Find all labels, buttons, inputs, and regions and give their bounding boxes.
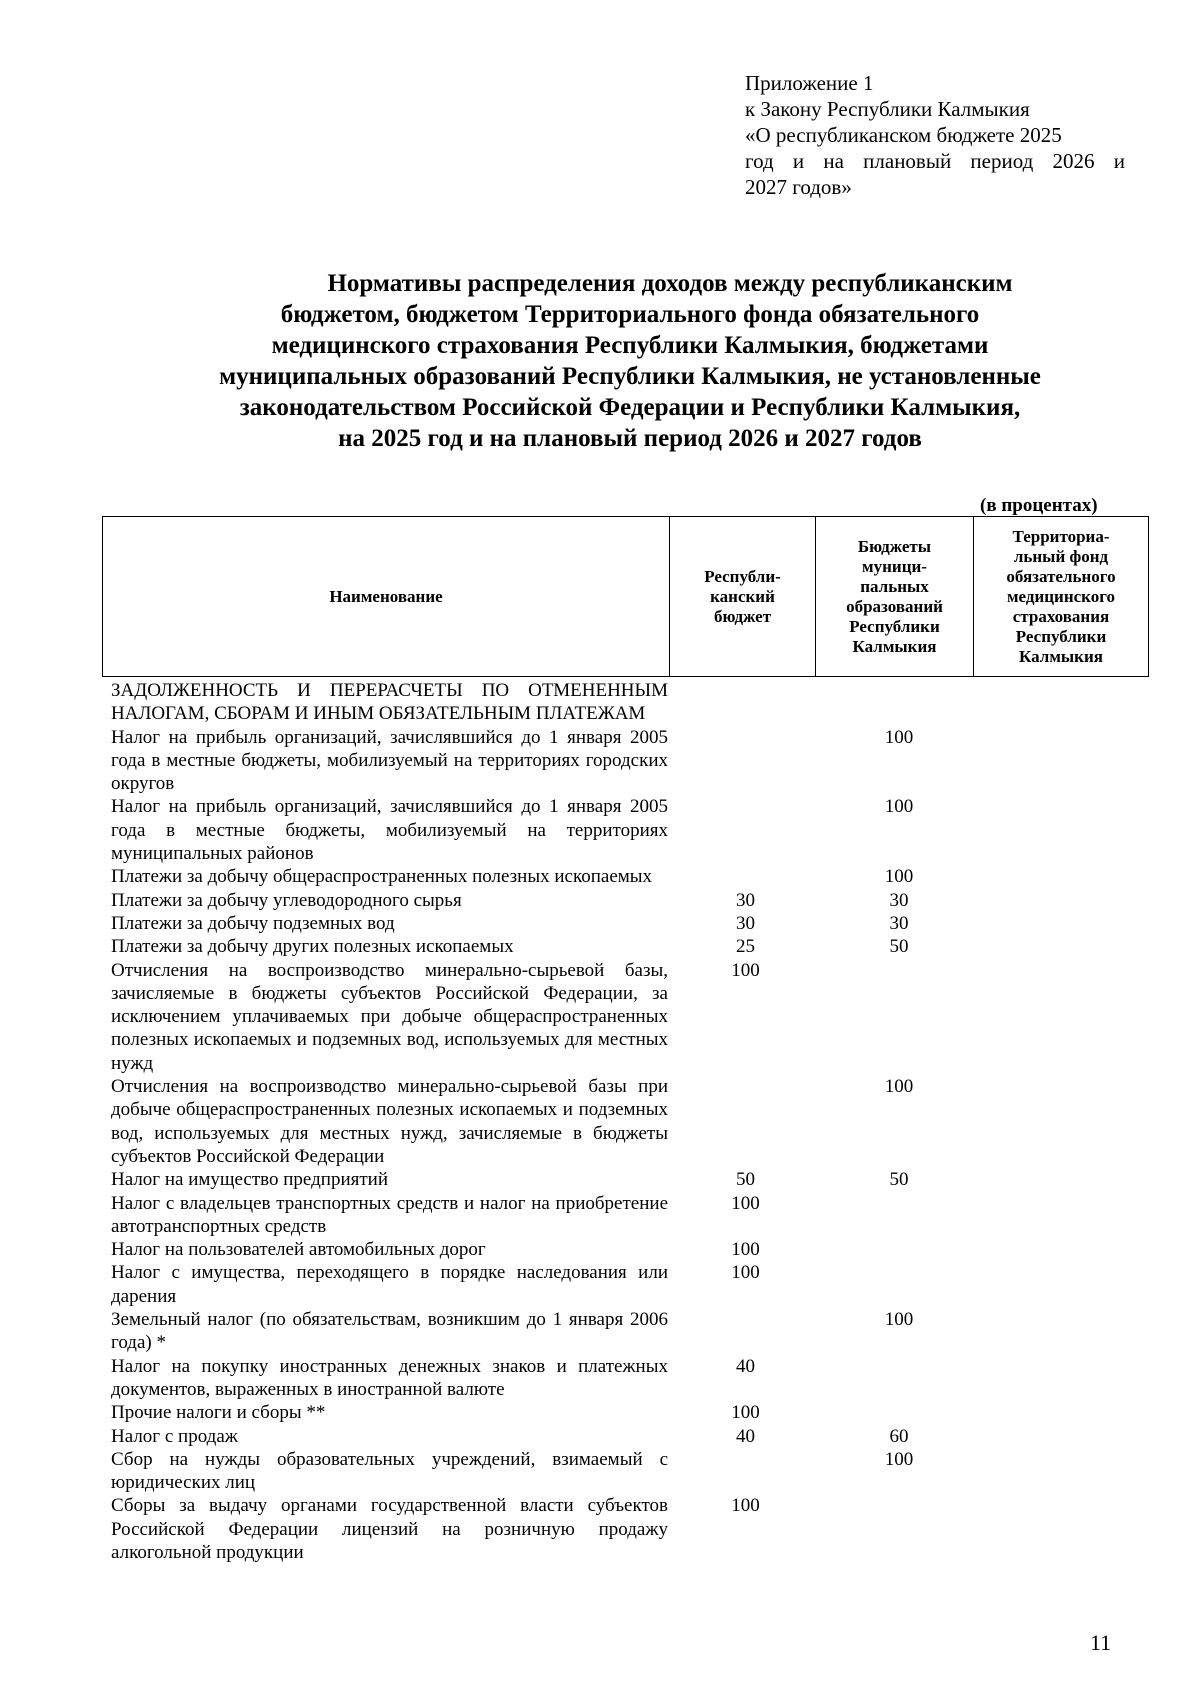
cell-fund (975, 726, 1151, 796)
cell-municipal (823, 1355, 975, 1402)
document-title (150, 268, 1110, 454)
table-row (111, 1401, 1151, 1424)
cell-republican (668, 1075, 823, 1168)
table-row (111, 1238, 1151, 1261)
cell-municipal: 100 (884, 796, 914, 818)
cell-republican (668, 1308, 823, 1355)
cell-municipal: 100 (884, 1448, 914, 1470)
row-name: Прочие налоги и сборы ** (111, 1402, 326, 1424)
cell-fund (975, 1308, 1151, 1355)
table-row (111, 889, 1151, 912)
header-republican: Республи- канский бюджет (670, 517, 816, 677)
table-row (111, 1494, 1151, 1564)
cell-municipal: 100 (884, 866, 914, 888)
table-row (111, 1355, 1151, 1402)
cell-fund (975, 1448, 1151, 1495)
cell-municipal: 50 (889, 936, 909, 958)
title-line: законодательством Российской Федерации и Республики Калмыкия, (239, 394, 1021, 421)
cell-fund (975, 1192, 1151, 1239)
cell-fund (975, 1261, 1151, 1308)
cell-fund (975, 912, 1151, 935)
table-row (111, 1308, 1151, 1355)
row-name: Платежи за добычу других полезных ископаемых (111, 936, 514, 958)
row-name: Налог с владельцев транспортных средств и налог на приобретение автотранспортных средств (111, 1192, 668, 1237)
cell-republican: 100 (731, 1402, 760, 1424)
appendix-line: к Закону Республики Калмыкия (745, 97, 1030, 121)
row-name: Налог на покупку иностранных денежных знаков и платежных документов, выраженных в иностранной валюте (111, 1355, 668, 1400)
cell-republican: 100 (731, 1495, 760, 1517)
row-name: Отчисления на воспроизводство минерально-сырьевой базы при добыче общераспространенных полезных ископаемых и подземных вод, используемых для местных нужд, зачисляемые в бюджеты субъектов Российской Федерации (111, 1076, 668, 1167)
table-row (111, 726, 1151, 796)
unit-note: (в процентах) (980, 495, 1098, 516)
table-row (111, 679, 1151, 726)
cell-municipal: 60 (889, 1425, 909, 1447)
row-name: Налог на прибыль организаций, зачислявшийся до 1 января 2005 года в местные бюджеты, мобилизуемый на территориях городских округов (111, 726, 668, 795)
table-row (111, 935, 1151, 958)
row-name: Сбор на нужды образовательных учреждений, взимаемый с юридических лиц (111, 1448, 668, 1494)
cell-fund (975, 889, 1151, 912)
cell-fund (975, 959, 1151, 1075)
cell-republican: 100 (731, 1239, 760, 1261)
table-row (111, 1075, 1151, 1168)
cell-municipal: 100 (884, 726, 914, 748)
table-row (111, 1261, 1151, 1308)
appendix-line: 2027 годов» (745, 175, 852, 199)
appendix-note (745, 70, 1125, 200)
row-name: Платежи за добычу подземных вод (111, 912, 395, 934)
row-name: ЗАДОЛЖЕННОСТЬ И ПЕРЕРАСЧЕТЫ ПО ОТМЕНЕННЫМ НАЛОГАМ, СБОРАМ И ИНЫМ ОБЯЗАТЕЛЬНЫМ ПЛАТЕЖАМ (111, 680, 668, 725)
title-line: бюджетом, бюджетом Территориального фонда обязательного (280, 301, 980, 328)
table-body (111, 679, 1151, 1564)
cell-fund (975, 679, 1151, 726)
cell-municipal: 30 (889, 889, 909, 911)
cell-republican: 50 (736, 1169, 755, 1191)
title-line: на 2025 год и на плановый период 2026 и 2027 годов (338, 425, 922, 452)
cell-fund (975, 1494, 1151, 1564)
table-row (111, 1448, 1151, 1495)
cell-fund (975, 1401, 1151, 1424)
table-row (111, 795, 1151, 865)
cell-municipal (823, 679, 975, 726)
cell-republican: 40 (736, 1355, 755, 1377)
title-line: медицинского страхования Республики Калмыкия, бюджетами (271, 332, 989, 359)
table-row (111, 1425, 1151, 1448)
cell-republican: 100 (731, 959, 760, 981)
appendix-line: год и на плановый период 2026 и (745, 149, 1125, 173)
table-header (102, 516, 1149, 677)
table-row (111, 1168, 1151, 1191)
cell-republican (668, 795, 823, 865)
row-name: Отчисления на воспроизводство минерально-сырьевой базы, зачисляемые в бюджеты субъектов Российской Федерации, за исключением уплачиваемых при добыче общераспространенных полезных ископаемых и подземных вод, используемых для местных нужд (111, 959, 668, 1074)
cell-fund (975, 1425, 1151, 1448)
cell-republican (668, 679, 823, 726)
appendix-line: Приложение 1 (745, 71, 874, 95)
table-row (111, 865, 1151, 888)
cell-fund (975, 1168, 1151, 1191)
header-municipal: Бюджеты муници- пальных образований Республики Калмыкия (816, 517, 974, 677)
cell-municipal (823, 1192, 975, 1239)
title-line: Нормативы распределения доходов между республиканским (327, 270, 1013, 297)
title-line: муниципальных образований Республики Калмыкия, не установленные (219, 363, 1041, 390)
cell-fund (975, 1238, 1151, 1261)
table-row (111, 912, 1151, 935)
table-row (111, 959, 1151, 1075)
appendix-line: «О республиканском бюджете 2025 (745, 123, 1062, 147)
row-name: Платежи за добычу углеводородного сырья (111, 889, 462, 911)
cell-republican: 25 (736, 936, 755, 958)
cell-fund (975, 1355, 1151, 1402)
cell-municipal (823, 1494, 975, 1564)
cell-municipal: 100 (884, 1309, 914, 1331)
cell-republican (668, 1448, 823, 1495)
header-fund: Территориа- льный фонд обязательного медицинского страхования Республики Калмыкия (974, 517, 1149, 677)
cell-republican: 100 (731, 1262, 760, 1284)
cell-republican: 30 (736, 912, 755, 934)
cell-fund (975, 865, 1151, 888)
cell-fund (975, 1075, 1151, 1168)
cell-republican (668, 865, 823, 888)
cell-municipal (823, 1261, 975, 1308)
cell-municipal (823, 1401, 975, 1424)
cell-municipal: 30 (889, 912, 909, 934)
table-row (111, 1192, 1151, 1239)
cell-municipal (823, 1238, 975, 1261)
row-name: Сборы за выдачу органами государственной власти субъектов Российской Федерации лицензий на розничную продажу алкогольной продукции (111, 1495, 668, 1563)
cell-municipal: 100 (884, 1076, 914, 1098)
cell-fund (975, 935, 1151, 958)
header-name: Наименование (103, 517, 670, 677)
cell-municipal (823, 959, 975, 1075)
row-name: Платежи за добычу общераспространенных полезных ископаемых (111, 866, 653, 888)
cell-republican (668, 726, 823, 796)
row-name: Земельный налог (по обязательствам, возникшим до 1 января 2006 года) * (111, 1309, 668, 1354)
row-name: Налог с продаж (111, 1425, 238, 1447)
cell-republican: 30 (736, 889, 755, 911)
row-name: Налог на имущество предприятий (111, 1169, 388, 1191)
row-name: Налог на прибыль организаций, зачислявшийся до 1 января 2005 года в местные бюджеты, мобилизуемый на территориях муниципальных районов (111, 796, 668, 865)
cell-republican: 40 (736, 1425, 755, 1447)
cell-republican: 100 (731, 1192, 760, 1214)
cell-fund (975, 795, 1151, 865)
cell-municipal: 50 (889, 1169, 909, 1191)
row-name: Налог на пользователей автомобильных дорог (111, 1239, 486, 1261)
row-name: Налог с имущества, переходящего в порядке наследования или дарения (111, 1262, 668, 1307)
page-number: 11 (1090, 1630, 1112, 1655)
